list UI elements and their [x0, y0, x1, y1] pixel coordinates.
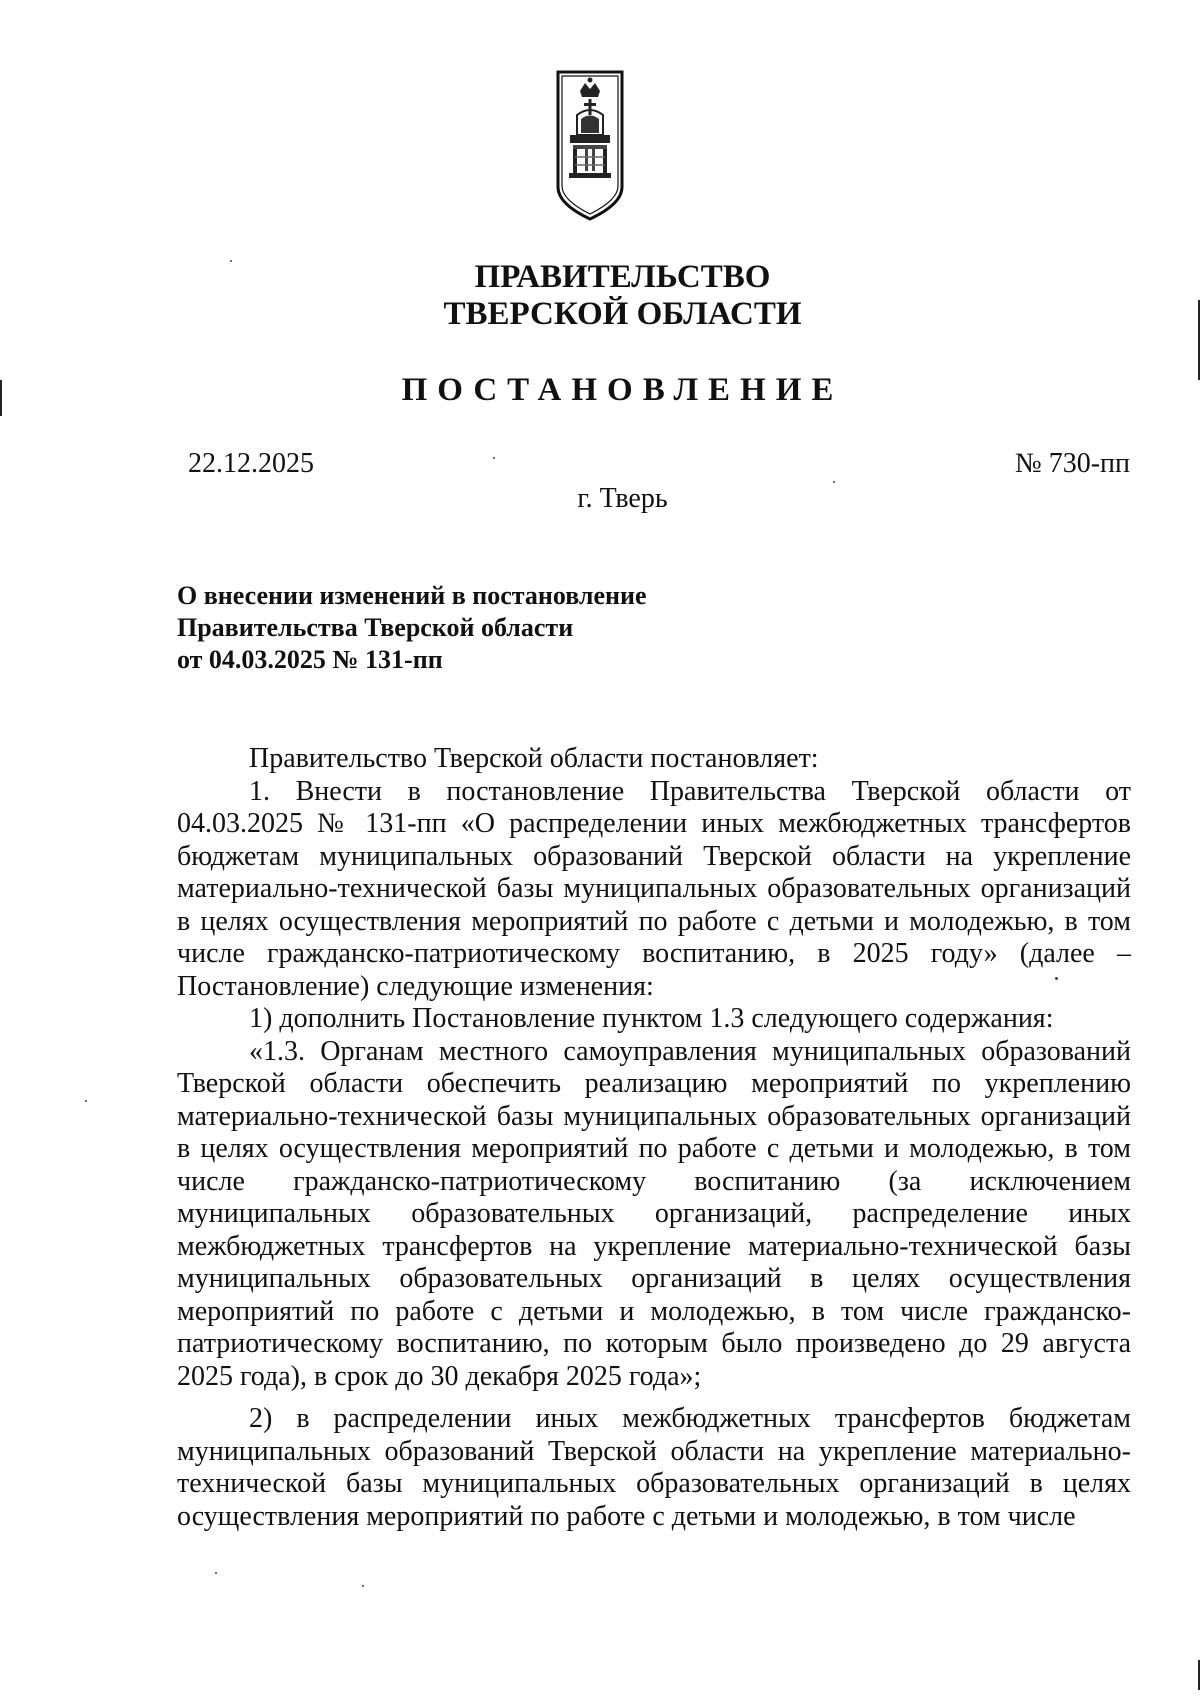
subject-line: Правительства Тверской области [177, 613, 574, 642]
document-body [177, 743, 1131, 1533]
scan-speck [362, 1585, 364, 1587]
body-paragraph: 2) в распределении иных межбюджетных трансфертов бюджетам муниципальных образований Тверской области на укрепление материально-технической базы муниципальных образовательных организаций в целях осуществления мероприятий по работе с детьми и молодежью, в том числе [177, 1403, 1131, 1532]
document-number: № 730-пп [1014, 448, 1130, 479]
scan-speck [833, 481, 835, 483]
body-paragraph: Правительство Тверской области постановляет: [249, 743, 819, 774]
scan-speck [215, 1572, 217, 1574]
scan-speck [1055, 977, 1058, 980]
document-date: 22.12.2025 [188, 448, 314, 479]
document-type: ПОСТАНОВЛЕНИЕ [401, 372, 844, 408]
subject-line: от 04.03.2025 № 131-пп [177, 645, 443, 674]
scan-speck [85, 1100, 87, 1102]
coat-of-arms-icon [555, 69, 625, 222]
scan-speck [493, 457, 495, 459]
document-subject [177, 580, 647, 676]
org-title-line2: ТВЕРСКОЙ ОБЛАСТИ [443, 296, 802, 332]
body-paragraph: 1. Внести в постановление Правительства Тверской области от 04.03.2025 № 131-пп «О распределении иных межбюджетных трансфертов бюджетам муниципальных образований Тверской области на укрепление материально-технической базы муниципальных образовательных организаций в целях осуществления мероприятий по работе с детьми и молодежью, в том числе гражданско-патриотическому воспитанию, в 2025 году» (далее – Постановление) следующие изменения: [177, 775, 1131, 1002]
document-city: г. Тверь [577, 483, 668, 514]
org-title-line1: ПРАВИТЕЛЬСТВО [474, 259, 771, 295]
body-paragraph: 1) дополнить Постановление пунктом 1.3 следующего содержания: [249, 1003, 1054, 1034]
subject-line: О внесении изменений в постановление [177, 581, 647, 610]
scan-speck [230, 260, 232, 262]
body-paragraph: «1.3. Органам местного самоуправления муниципальных образований Тверской области обеспечить реализацию мероприятий по укреплению материально-технической базы муниципальных образовательных организаций в целях осуществления мероприятий по работе с детьми и молодежью, в том числе гражданско-патриотическому воспитанию (за исключением муниципальных образовательных организаций, распределение иных межбюджетных трансфертов на укрепление материально-технической базы муниципальных образовательных организаций в целях осуществления мероприятий по работе с детьми и молодежью, в том числе гражданско-патриотическому воспитанию, по которым было произведено до 29 августа 2025 года), в срок до 30 декабря 2025 года»; [177, 1035, 1131, 1392]
scan-edge-mark [0, 380, 2, 416]
